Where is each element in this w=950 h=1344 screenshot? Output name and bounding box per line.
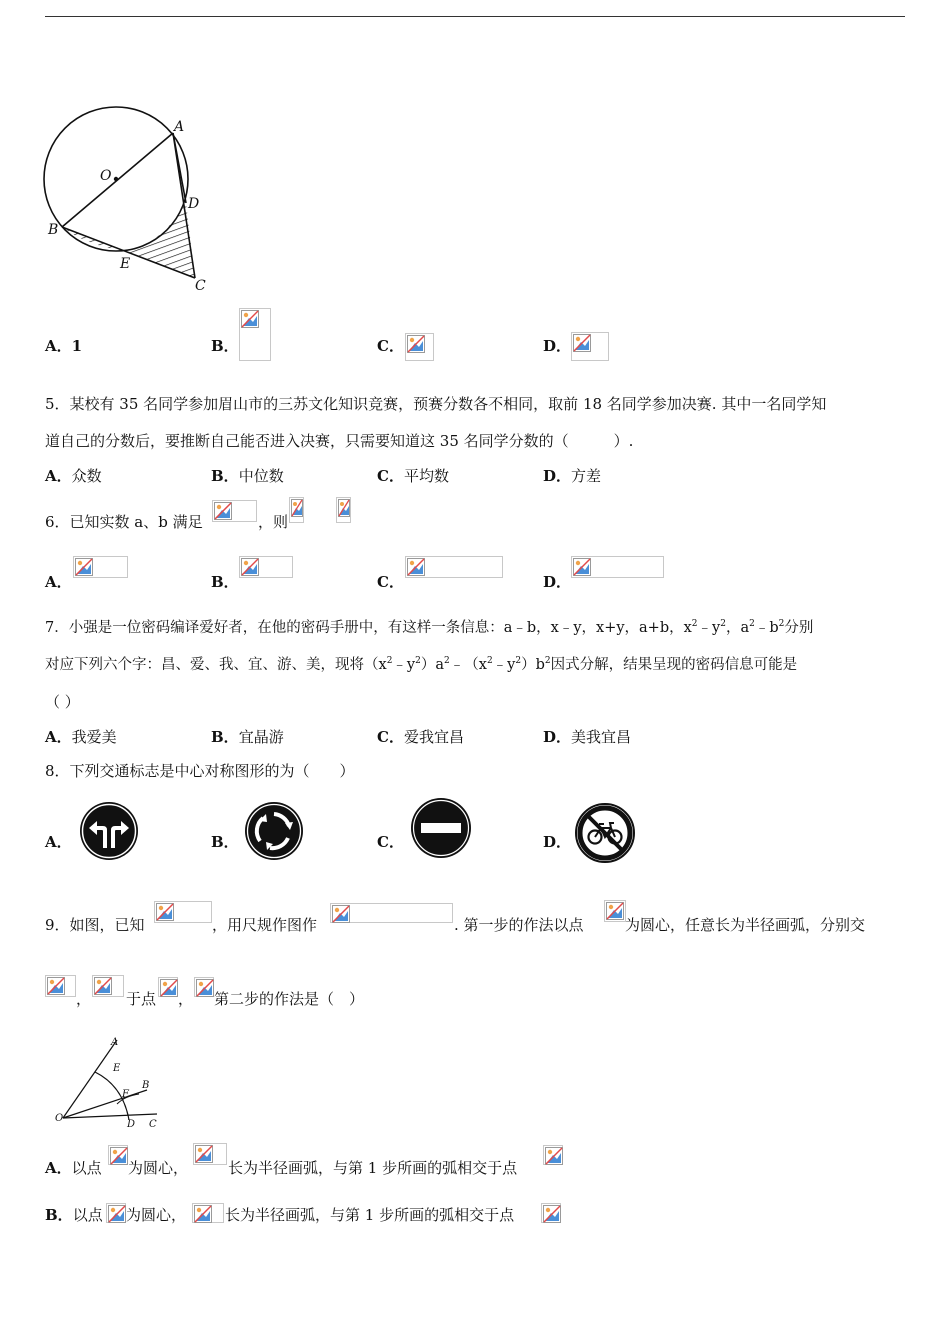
q6-option-c-label: C． <box>377 573 404 591</box>
broken-image-icon <box>193 1143 227 1165</box>
q9-option-b-label: B．以点 <box>45 1206 103 1224</box>
broken-image-icon <box>604 900 626 922</box>
q7-option-d: D．美我宜昌 <box>543 728 632 746</box>
broken-image-icon <box>405 556 503 578</box>
angle-figure <box>45 1034 165 1134</box>
q9-text-4: 为圆心，任意长为半径画弧，分别交 <box>625 916 866 934</box>
q4-option-b-label: B． <box>211 337 239 355</box>
q9-option-a-label: A．以点 <box>45 1159 102 1177</box>
q4-option-a-text: 1 <box>71 337 83 355</box>
broken-image-icon <box>541 1203 561 1223</box>
q4-option-a-label: A． <box>45 337 72 355</box>
broken-image-icon <box>108 1145 128 1165</box>
q8-option-d-label: D． <box>543 833 572 851</box>
broken-image-icon <box>330 903 453 923</box>
q4-option-c-label: C． <box>377 337 404 355</box>
q6-text-b: ，则 <box>258 513 289 531</box>
q9-option-a-text-3: 长为半径画弧，与第 1 步所画的弧相交于点 <box>228 1159 518 1177</box>
q6-text-a: 6．已知实数 a、b 满足 <box>45 513 203 531</box>
label-C: C <box>195 278 206 294</box>
broken-image-icon <box>92 975 124 997</box>
q9-text-6: 于点 <box>126 990 157 1008</box>
q6-option-d-label: D． <box>543 573 572 591</box>
fig9-label-C: C <box>149 1119 157 1130</box>
q8-option-b-label: B． <box>211 833 239 851</box>
broken-image-icon <box>154 901 212 923</box>
circle-figure <box>40 100 220 300</box>
broken-image-icon <box>405 333 434 361</box>
fig9-label-B: B <box>142 1080 150 1091</box>
broken-image-icon <box>289 497 304 523</box>
q9-text-5: ， <box>76 990 92 1008</box>
broken-image-icon <box>239 556 293 578</box>
q6-option-a-label: A． <box>45 573 72 591</box>
q8-text: 8．下列交通标志是中心对称图形的为（ ） <box>45 762 355 780</box>
q8-option-a-label: A． <box>45 833 72 851</box>
q7-line1: 7．小强是一位密码编译爱好者，在他的密码手册中，有这样一条信息：a﹣b，x﹣y，x+y，a+b，$x^2﹣y^2$，$a^2﹣b^2$分别 <box>45 619 814 636</box>
q5-line1: 5．某校有 35 名同学参加眉山市的三苏文化知识竞赛，预赛分数各不相同，取前 18 名同学参加决赛. 其中一名同学知 <box>45 395 827 413</box>
q6-option-b-label: B． <box>211 573 239 591</box>
label-E: E <box>120 256 131 272</box>
q9-text-8: 第二步的作法是（ ） <box>214 990 365 1008</box>
q5-line2: 道自己的分数后，要推断自己能否进入决赛，只需要知道这 35 名同学分数的（ ）. <box>45 432 634 450</box>
q4-option-a <box>45 336 82 356</box>
q5-option-d: D．方差 <box>543 467 602 485</box>
label-O: O <box>100 168 112 184</box>
fig9-label-E: E <box>113 1063 121 1074</box>
broken-image-icon <box>212 500 257 522</box>
label-B: B <box>48 222 59 238</box>
q9-text-3: . 第一步的作法以点 <box>454 916 584 934</box>
q9-option-a-text-2: 为圆心， <box>128 1159 189 1177</box>
fig9-label-F: F <box>122 1089 129 1100</box>
q7-option-c: C．爱我宜昌 <box>377 728 464 746</box>
q5-option-c: C．平均数 <box>377 467 449 485</box>
broken-image-icon <box>571 556 664 578</box>
q9-option-b-text-2: 为圆心， <box>126 1206 187 1224</box>
q5-option-a: A．众数 <box>45 467 102 485</box>
roundabout-sign-icon <box>243 800 305 862</box>
broken-image-icon <box>194 977 214 997</box>
broken-image-icon <box>106 1203 126 1223</box>
turn-left-right-sign-icon <box>78 800 140 862</box>
q9-option-b-text-3: 长为半径画弧，与第 1 步所画的弧相交于点 <box>225 1206 515 1224</box>
broken-image-icon <box>73 556 128 578</box>
broken-image-icon <box>543 1145 563 1165</box>
broken-image-icon <box>45 975 76 997</box>
q7-option-a: A．我爱美 <box>45 728 117 746</box>
label-D: D <box>188 196 200 212</box>
no-bicycle-sign-icon <box>574 802 636 864</box>
q5-option-b: B．中位数 <box>211 467 284 485</box>
q9-text-1: 9．如图，已知 <box>45 916 145 934</box>
broken-image-icon <box>192 1203 224 1223</box>
q7-line2: 对应下列六个字：昌、爱、我、宜、游、美，现将$(x^2﹣y^2)a^2﹣(x^2﹣y^2)b^2$因式分解，结果呈现的密码信息可能是 <box>45 656 798 673</box>
label-A: A <box>174 119 185 135</box>
q9-text-2: ，用尺规作图作 <box>212 916 318 934</box>
broken-image-icon <box>158 977 178 997</box>
fig9-label-O: O <box>55 1113 64 1124</box>
q7-line3: （ ） <box>45 693 80 711</box>
broken-image-icon <box>571 332 609 361</box>
header-rule <box>45 16 905 17</box>
broken-image-icon <box>239 308 271 361</box>
fig9-label-D: D <box>127 1119 136 1130</box>
q7-option-b: B．宜晶游 <box>211 728 284 746</box>
broken-image-icon <box>336 497 351 523</box>
no-entry-sign-icon <box>409 796 473 860</box>
fig9-label-A: A <box>111 1037 119 1048</box>
q9-text-7: ， <box>178 990 194 1008</box>
q8-option-c-label: C． <box>377 833 404 851</box>
q4-option-d-label: D． <box>543 337 572 355</box>
